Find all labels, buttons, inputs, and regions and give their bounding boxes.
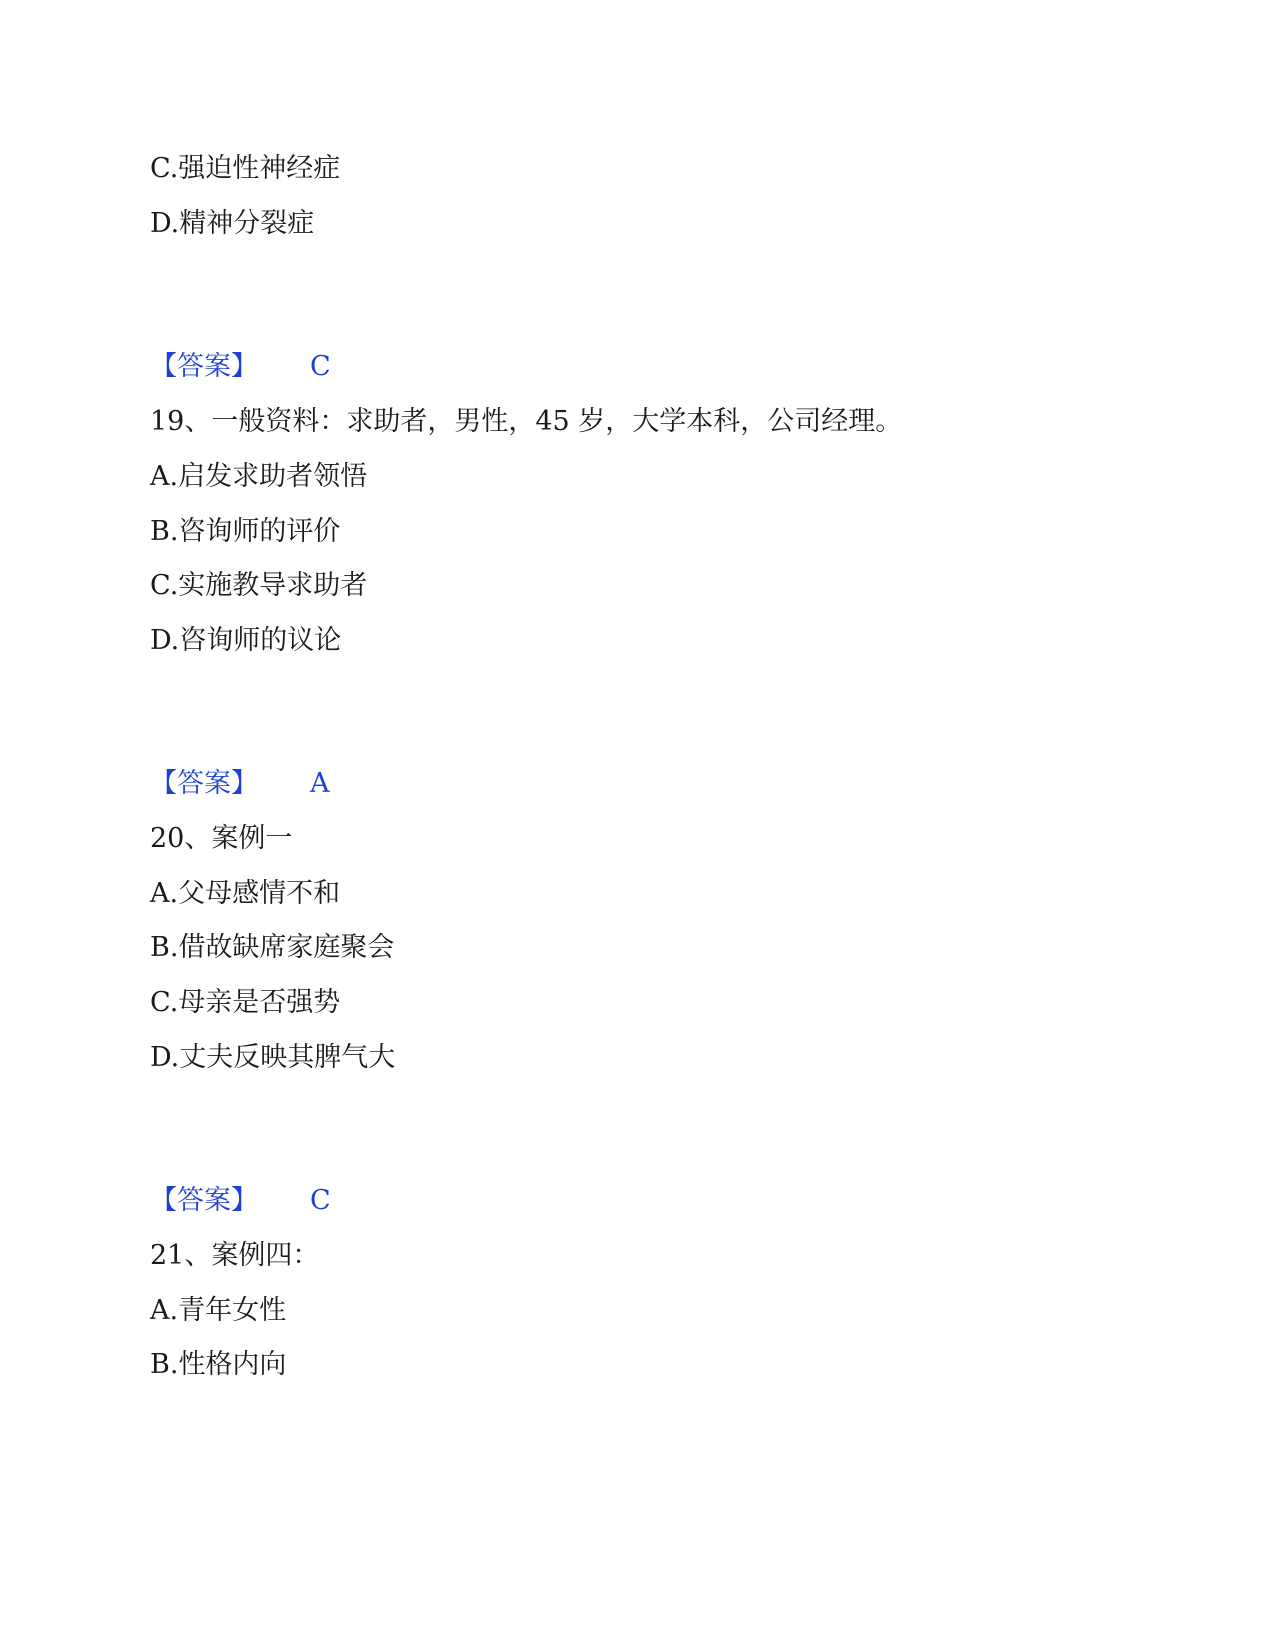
answer-tag: 【答案】: [150, 768, 258, 799]
option-label: B.: [150, 516, 179, 547]
option-label: D.: [150, 625, 180, 656]
option-c: [150, 569, 367, 603]
answer-value: A: [310, 768, 330, 799]
option-d: [150, 207, 314, 241]
option-b: [150, 1348, 286, 1382]
option-label: A.: [150, 878, 179, 909]
option-text: 青年女性: [178, 1295, 287, 1326]
option-text: 启发求助者领悟: [178, 461, 368, 492]
option-a: [150, 877, 340, 911]
option-b: [150, 515, 340, 549]
option-text: 母亲是否强势: [178, 987, 341, 1018]
answer-line: [150, 350, 331, 384]
answer-value: C: [310, 1185, 331, 1216]
option-label: D.: [150, 1042, 180, 1073]
question-stem: 21、案例四：: [150, 1240, 320, 1271]
option-a: [150, 460, 367, 494]
option-c: [150, 986, 340, 1020]
option-text: 精神分裂症: [179, 208, 315, 239]
answer-line: [150, 767, 330, 801]
option-label: B.: [150, 932, 179, 963]
option-text: 强迫性神经症: [178, 153, 341, 184]
option-text: 咨询师的议论: [179, 625, 342, 656]
option-a: [150, 1294, 286, 1328]
option-label: C.: [150, 570, 179, 601]
option-label: B.: [150, 1349, 179, 1380]
option-b: [150, 931, 394, 965]
question-stem: 20、案例一: [150, 823, 293, 854]
option-label: D.: [150, 208, 180, 239]
answer-value: C: [310, 351, 331, 382]
option-text: 咨询师的评价: [178, 516, 341, 547]
option-label: A.: [150, 461, 179, 492]
option-c: [150, 152, 340, 186]
option-text: 借故缺席家庭聚会: [178, 932, 395, 963]
answer-tag: 【答案】: [150, 351, 258, 382]
option-label: C.: [150, 153, 179, 184]
answer-line: [150, 1184, 331, 1218]
option-d: [150, 1041, 395, 1075]
option-text: 实施教导求助者: [178, 570, 368, 601]
option-label: C.: [150, 987, 179, 1018]
option-text: 性格内向: [178, 1349, 287, 1380]
option-text: 丈夫反映其脾气大: [179, 1042, 396, 1073]
question-stem: 19、一般资料：求助者，男性，45 岁，大学本科，公司经理。: [150, 406, 903, 437]
option-text: 父母感情不和: [178, 878, 341, 909]
answer-tag: 【答案】: [150, 1185, 258, 1216]
option-label: A.: [150, 1295, 179, 1326]
option-d: [150, 624, 341, 658]
